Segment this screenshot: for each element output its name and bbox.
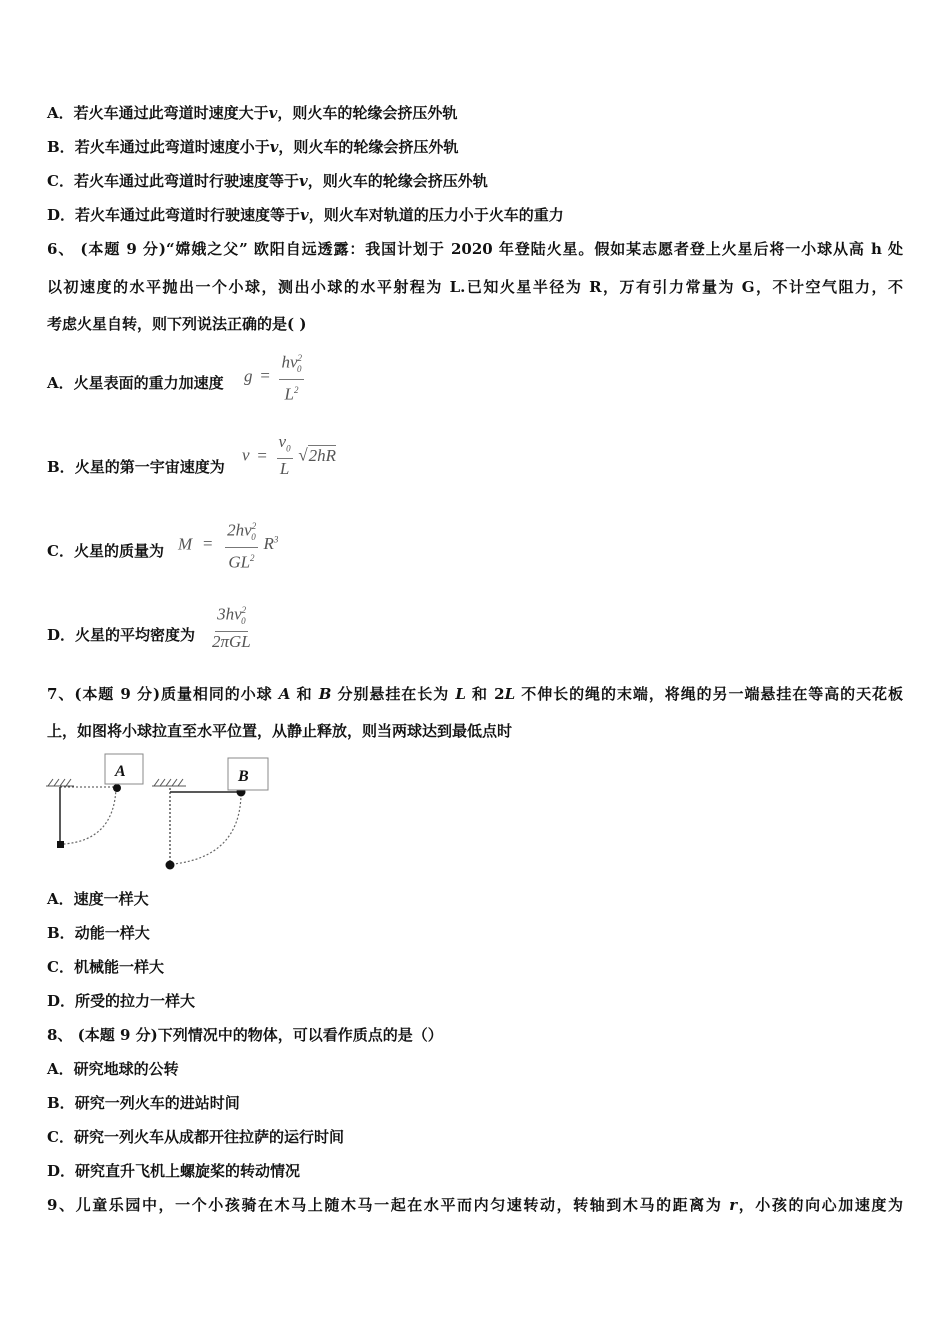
q8-option-d: D．研究直升飞机上螺旋桨的转动情况 [47,1162,301,1180]
q5-option-c: C．若火车通过此弯道时行驶速度等于v，则火车的轮缘会挤压外轨 [47,172,488,190]
q6-formula-a: g = $\frac{hv^2_0}{L^2}$ [244,348,306,405]
pendulum-a [46,754,143,848]
q7-option-d: D．所受的拉力一样大 [47,992,196,1010]
q6-option-d: D．火星的平均密度为 [47,626,196,644]
q5-option-d: D．若火车通过此弯道时行驶速度等于v，则火车对轨道的压力小于火车的重力 [47,206,564,224]
q6-formula-b: v = $\frac{v_0}{L}$ √2hR [242,432,337,479]
q6-formula-c: M = $\frac{2hv^2_0}{GL^2}$ $R^3$ [178,516,278,573]
q8-option-b: B．研究一列火车的进站时间 [47,1094,240,1112]
q7-stem-line1: 7、(本题 9 分)质量相同的小球 A 和 B 分别悬挂在长为 L 和 2L 不伸长的绳的末端，将绳的另一端悬挂在等高的天花板 [47,685,903,703]
q9-stem: 9、儿童乐园中，一个小孩骑在木马上随木马一起在水平而内匀速转动，转轴到木马的距离为 r，小孩的向心加速度为 [47,1196,903,1214]
q7-option-a: A．速度一样大 [47,890,149,908]
q7-option-c: C．机械能一样大 [47,958,164,976]
q6-formula-d: $\frac{3hv^2_0}{\text{2πGL}}$ [210,600,253,652]
q5-option-a: A．若火车通过此弯道时速度大于v，则火车的轮缘会挤压外轨 [47,104,458,122]
q6-option-b: B．火星的第一宇宙速度为 [47,458,225,476]
q5-option-b: B．若火车通过此弯道时速度小于v，则火车的轮缘会挤压外轨 [47,138,459,156]
pendulum-b [152,758,268,870]
pendulum-figure [44,752,274,874]
fig-label-a: A [115,763,126,780]
fig-label-b: B [238,768,249,785]
q7-option-b: B．动能一样大 [47,924,150,942]
q6-stem-line3: 考虑火星自转，则下列说法正确的是( ) [47,315,307,333]
q6-stem-line1: 6、 (本题 9 分)“嫦娥之父” 欧阳自远透露：我国计划于 2020 年登陆火星。假如某志愿者登上火星后将一小球从高 h 处 [47,240,903,258]
q7-stem-line2: 上，如图将小球拉直至水平位置，从静止释放，则当两球达到最低点时 [47,722,513,740]
q6-option-c: C．火星的质量为 [47,542,164,560]
q6-option-a: A．火星表面的重力加速度 [47,374,224,392]
q8-option-a: A．研究地球的公转 [47,1060,179,1078]
q6-stem-line2: 以初速度的水平抛出一个小球，测出小球的水平射程为 L.已知火星半径为 R，万有引力常量为 G，不计空气阻力，不 [47,278,903,296]
q8-stem: 8、 (本题 9 分)下列情况中的物体，可以看作质点的是（） [47,1026,443,1044]
q8-option-c: C．研究一列火车从成都开往拉萨的运行时间 [47,1128,344,1146]
